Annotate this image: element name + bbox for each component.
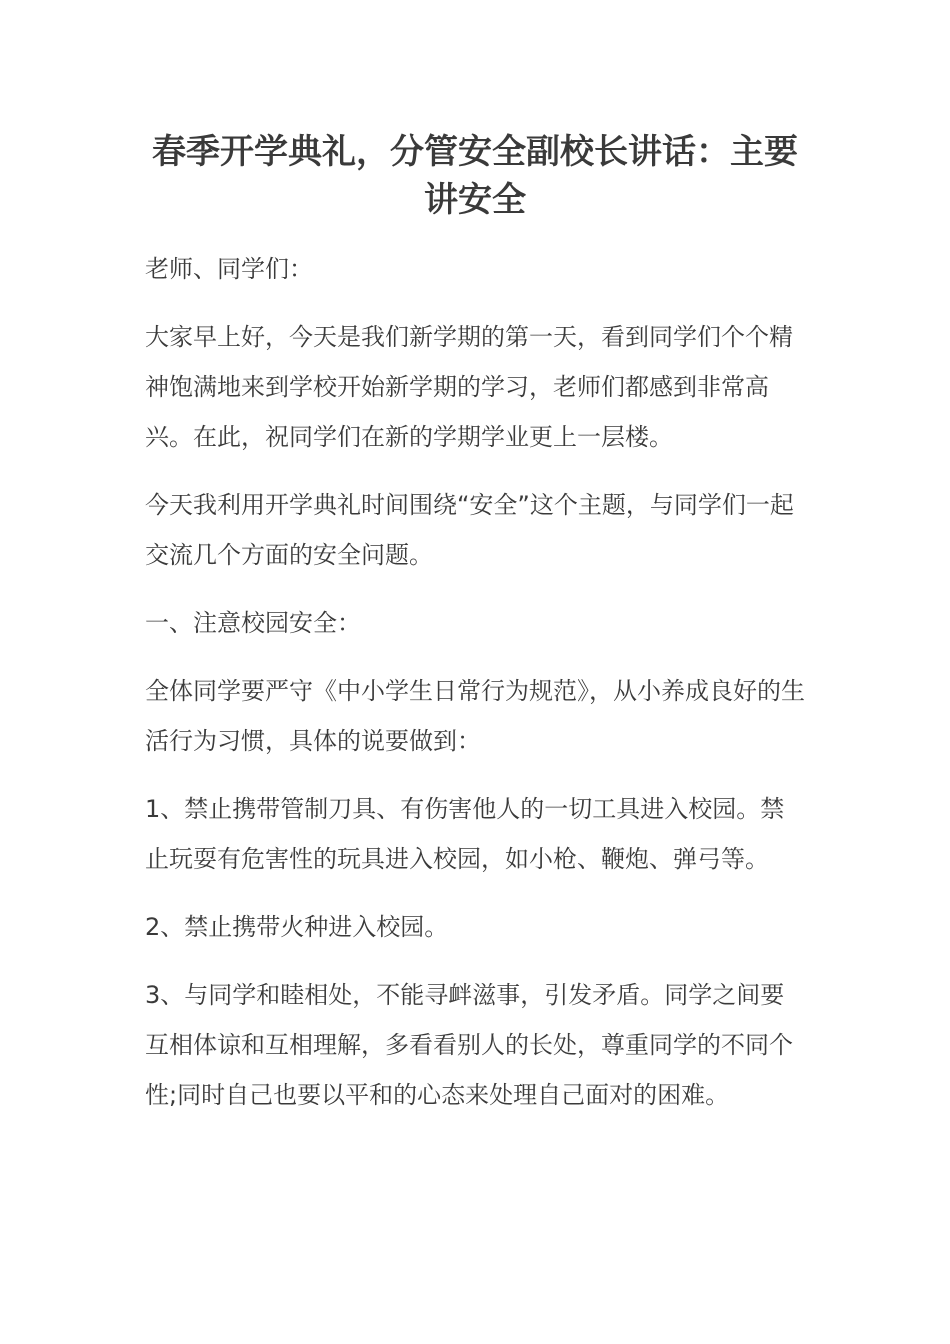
paragraph-greeting: 老师、同学们： <box>145 255 313 283</box>
paragraph-code-of-conduct: 全体同学要严守《中小学生日常行为规范》，从小养成良好的生活行为习惯，具体的说要做到： <box>145 677 805 755</box>
list-item-1: 1、禁止携带管制刀具、有伤害他人的一切工具进入校园。禁止玩耍有危害性的玩具进入校园，如小枪、鞭炮、弹弓等。 <box>145 795 785 873</box>
list-item-3: 3、与同学和睦相处，不能寻衅滋事，引发矛盾。同学之间要互相体谅和互相理解，多看看别人的长处，尊重同学的不同个性;同时自己也要以平和的心态来处理自己面对的困难。 <box>145 981 793 1109</box>
section-heading-campus-safety: 一、注意校园安全： <box>145 609 361 637</box>
paragraph-opening: 大家早上好，今天是我们新学期的第一天，看到同学们个个精神饱满地来到学校开始新学期的学习，老师们都感到非常高兴。在此，祝同学们在新的学期学业更上一层楼。 <box>145 323 793 451</box>
list-item-2: 2、禁止携带火种进入校园。 <box>145 913 449 941</box>
document-body <box>145 244 807 1138</box>
paragraph-theme: 今天我利用开学典礼时间围绕“安全”这个主题，与同学们一起交流几个方面的安全问题。 <box>145 491 794 569</box>
document-title: 春季开学典礼，分管安全副校长讲话：主要讲安全 <box>152 132 798 220</box>
